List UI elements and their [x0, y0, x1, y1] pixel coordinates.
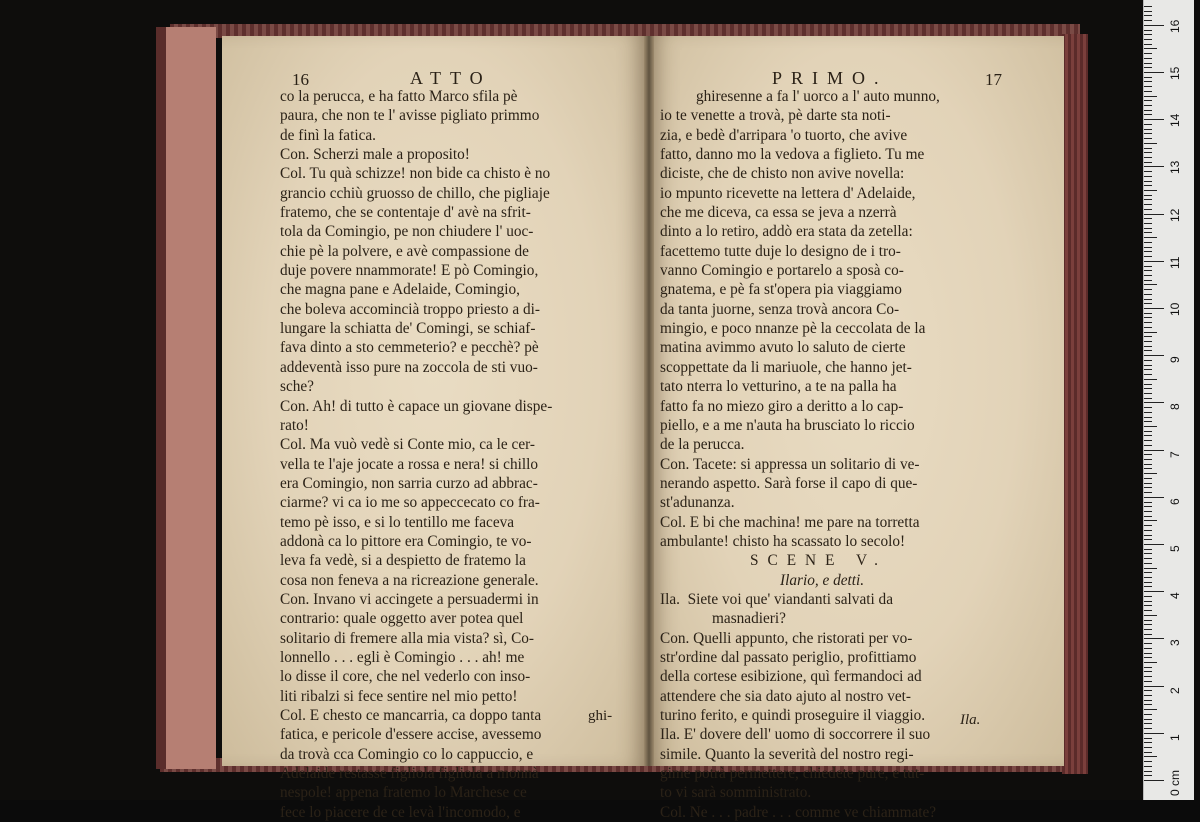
ruler-tick: [1144, 591, 1164, 592]
ruler-cm-label: 2: [1168, 686, 1182, 694]
text-line: vanno Comingio e portarelo a sposà co-: [660, 262, 904, 280]
ruler-cm-label: 13: [1168, 161, 1182, 175]
ruler-tick: [1144, 535, 1152, 536]
ruler-tick: [1144, 247, 1152, 248]
ruler-tick: [1144, 431, 1152, 432]
ruler-tick: [1144, 266, 1152, 267]
ruler-tick: [1144, 124, 1152, 125]
ruler-tick: [1144, 492, 1152, 493]
ruler-tick: [1144, 719, 1152, 720]
ruler-cm-label: 1: [1168, 734, 1182, 741]
ruler-tick: [1144, 11, 1152, 12]
ruler-tick: [1144, 700, 1152, 701]
ruler-cm-label: 5: [1168, 545, 1182, 552]
text-line: sche?: [280, 378, 314, 396]
text-line: era Comingio, non sarria curzo ad abbrac-: [280, 474, 538, 492]
ruler-tick: [1144, 30, 1152, 31]
text-line: attendere che sia dato ajuto al nostro vet-: [660, 687, 912, 705]
text-line: Ilario, e detti.: [780, 571, 865, 589]
right-running-head: PRIMO.: [772, 68, 888, 88]
ruler-tick: [1144, 63, 1152, 64]
ruler-cm-label: 7: [1168, 450, 1182, 458]
ruler-tick: [1144, 20, 1152, 21]
ruler-tick: [1144, 199, 1152, 200]
ruler-tick: [1144, 671, 1152, 672]
ruler-tick: [1144, 766, 1152, 767]
ruler-tick: [1144, 634, 1152, 635]
ruler-tick: [1144, 704, 1152, 705]
ruler-tick: [1144, 568, 1157, 569]
ruler-tick: [1144, 601, 1152, 602]
ruler-tick: [1144, 275, 1152, 276]
ruler-tick: [1144, 105, 1152, 106]
text-line: mingio, e poco nnanze pè la ceccolata de la: [660, 320, 926, 338]
ruler-tick: [1144, 643, 1152, 644]
ruler-tick: [1144, 181, 1152, 182]
ruler-tick: [1144, 511, 1152, 512]
ruler-tick: [1144, 657, 1152, 658]
book-cover-left: [156, 27, 216, 769]
ruler-tick: [1144, 308, 1164, 309]
ruler-tick: [1144, 34, 1152, 35]
ruler-tick: [1144, 733, 1164, 734]
right-catchword: Ila.: [960, 712, 981, 728]
ruler-tick: [1144, 605, 1152, 606]
ruler-tick: [1144, 379, 1157, 380]
ruler-tick: [1144, 317, 1152, 318]
text-line: masnadieri?: [712, 610, 786, 628]
ruler-tick: [1144, 166, 1164, 167]
ruler-tick: [1144, 280, 1152, 281]
ruler-cm-label: 3: [1168, 639, 1182, 647]
ruler-tick: [1144, 15, 1152, 16]
ruler-tick: [1144, 473, 1157, 474]
text-line: cosa non feneva a na ricreazione generale.: [280, 571, 539, 589]
ruler-tick: [1144, 771, 1152, 772]
ruler-tick: [1144, 709, 1157, 710]
text-line: simile. Quanto la severità del nostro regi-: [660, 745, 914, 763]
measurement-ruler: [1143, 0, 1194, 800]
ruler-tick: [1144, 681, 1152, 682]
ruler-tick: [1144, 653, 1152, 654]
ruler-tick: [1144, 251, 1152, 252]
ruler-tick: [1144, 39, 1152, 40]
ruler-tick: [1144, 676, 1152, 677]
ruler-tick: [1144, 426, 1157, 427]
ruler-tick: [1144, 129, 1152, 130]
ruler-tick: [1144, 667, 1152, 668]
ruler-tick: [1144, 586, 1152, 587]
ruler-tick: [1144, 752, 1152, 753]
ruler-cm-label: 9: [1168, 356, 1182, 364]
ruler-tick: [1144, 553, 1152, 554]
ruler-tick: [1144, 662, 1157, 663]
text-line: st'adunanza.: [660, 494, 735, 512]
ruler-tick: [1144, 690, 1152, 691]
ruler-tick: [1144, 6, 1152, 7]
ruler-tick: [1144, 237, 1157, 238]
ruler-tick: [1144, 72, 1164, 73]
text-line: duje povere nnammorate! E pò Comingio,: [280, 262, 539, 280]
text-line: vella te l'aje jocate a rossa e nera! si chillo: [280, 455, 539, 473]
ruler-tick: [1144, 742, 1152, 743]
ruler-tick: [1144, 261, 1164, 262]
ruler-tick: [1144, 445, 1152, 446]
ruler-tick: [1144, 171, 1152, 172]
ruler-tick: [1144, 629, 1152, 630]
text-line: Con. Tacete: si appressa un solitario di ve-: [660, 455, 920, 473]
ruler-tick: [1144, 648, 1152, 649]
ruler-tick: [1144, 114, 1152, 115]
text-line: che boleva accomincià troppo priesto a di-: [280, 300, 540, 318]
ruler-tick: [1144, 761, 1152, 762]
text-line: Con. Scherzi male a proposito!: [280, 146, 470, 164]
text-line: de la perucca.: [660, 436, 745, 454]
ruler-tick: [1144, 77, 1152, 78]
ruler-tick: [1144, 336, 1152, 337]
ruler-tick: [1144, 152, 1152, 153]
ruler-tick: [1144, 360, 1152, 361]
right-page-number: 17: [985, 70, 1002, 89]
ruler-tick: [1144, 624, 1152, 625]
text-line: ambulante! chisto ha scassato lo secolo!: [660, 532, 906, 550]
text-line: della cortese esibizione, quì fermandoci ad: [660, 668, 922, 686]
ruler-tick: [1144, 407, 1152, 408]
ruler-tick: [1144, 747, 1152, 748]
text-line: Con. Invano vi accingete a persuadermi in: [280, 590, 539, 608]
text-line: fatica, e pericole d'essere accise, avessemo: [280, 726, 542, 744]
ruler-tick: [1144, 483, 1152, 484]
ruler-tick: [1144, 223, 1152, 224]
ruler-tick: [1144, 544, 1164, 545]
text-line: da tanta juorne, senza trovà ancora Co-: [660, 300, 900, 318]
ruler-tick: [1144, 775, 1152, 776]
text-line: Col. E chesto ce mancarria, ca doppo tanta: [280, 707, 542, 724]
ruler-tick: [1144, 596, 1152, 597]
ruler-tick: [1144, 572, 1152, 573]
ruler-tick: [1144, 143, 1157, 144]
text-line: liti ribalzi si fece sentire nel mio petto!: [280, 687, 518, 705]
text-line: Col. Tu quà schizze! non bide ca chisto è no: [280, 165, 551, 183]
ruler-cm-label: 11: [1168, 256, 1182, 269]
text-line: Con. Quelli appunto, che ristorati per vo-: [660, 629, 913, 647]
text-line: fatto, danno mo la vedova a figlieto. Tu me: [660, 146, 925, 164]
text-line: io mpunto ricevette na lettera d' Adelaide,: [660, 184, 916, 202]
text-line: Col. Ma vuò vedè si Conte mio, ca le cer-: [280, 436, 535, 454]
text-line: leva fa vedè, si a despietto de fratemo la: [280, 552, 526, 570]
ruler-tick: [1144, 365, 1152, 366]
ruler-tick: [1144, 176, 1152, 177]
ruler-tick: [1144, 58, 1152, 59]
text-line: che me diceva, ca essa se jeva a nzerrà: [660, 204, 897, 222]
ruler-tick: [1144, 468, 1152, 469]
ruler-tick: [1144, 398, 1152, 399]
text-line: io te venette a trovà, pè darte sta noti-: [660, 107, 891, 125]
ruler-tick: [1144, 313, 1152, 314]
ruler-tick: [1144, 686, 1164, 687]
ruler-tick: [1144, 582, 1152, 583]
ruler-tick: [1144, 454, 1152, 455]
ruler-tick: [1144, 341, 1152, 342]
text-line: solitario di fremere alla mia vista? sì, Co-: [280, 629, 535, 647]
text-line: nespole! appena fratemo lo Marchese ce: [280, 784, 527, 802]
ruler-tick: [1144, 530, 1152, 531]
text-line: lo disse il core, che nel vederlo con inso-: [280, 668, 531, 686]
ruler-tick: [1144, 539, 1152, 540]
text-line: fece lo piacere de ce levà l'incomodo, e: [280, 803, 521, 821]
text-line: Adelaide restasse figliola figliola a monnà: [280, 765, 539, 783]
ruler-cm-label: 14: [1168, 113, 1182, 128]
text-line: lonnello . . . egli è Comingio . . . ah! me: [280, 648, 525, 666]
ruler-tick: [1144, 242, 1152, 243]
ruler-tick: [1144, 728, 1152, 729]
ruler-tick: [1144, 487, 1152, 488]
ruler-tick: [1144, 218, 1152, 219]
ruler-tick: [1144, 138, 1152, 139]
ruler-tick: [1144, 388, 1152, 389]
ruler-tick: [1144, 374, 1152, 375]
ruler-tick: [1144, 48, 1157, 49]
ruler-tick: [1144, 638, 1164, 639]
ruler-tick: [1144, 577, 1152, 578]
ruler-tick: [1144, 558, 1152, 559]
ruler-tick: [1144, 67, 1152, 68]
text-line: grancio cchiù gruosso de chillo, che pigliaje: [280, 184, 550, 202]
ruler-tick: [1144, 228, 1152, 229]
ruler-tick: [1144, 620, 1152, 621]
ruler-tick: [1144, 714, 1152, 715]
text-line: diciste, che de chisto non avive novella:: [660, 165, 905, 183]
left-page-number: 16: [292, 70, 309, 89]
ruler-tick: [1144, 384, 1152, 385]
ruler-tick: [1144, 497, 1164, 498]
ruler-tick: [1144, 369, 1152, 370]
ruler-tick: [1144, 563, 1152, 564]
text-line: rato!: [280, 416, 309, 434]
text-line: paura, che non te l' avisse pigliato primmo: [280, 107, 540, 125]
ruler-tick: [1144, 525, 1152, 526]
ruler-tick: [1144, 204, 1152, 205]
text-line: lungare la schiatta de' Comingi, se schiaf-: [280, 320, 536, 338]
text-line: gnatema, e pè fa st'opera pia viaggiamo: [660, 281, 902, 299]
text-line: ghiresenne a fa l' uorco a l' auto munno,: [696, 88, 940, 105]
ruler-cm-label: 15: [1168, 66, 1182, 80]
ruler-tick: [1144, 289, 1152, 290]
ruler-tick: [1144, 610, 1152, 611]
ruler-tick: [1144, 209, 1152, 210]
ruler-tick: [1144, 214, 1164, 215]
ruler-tick: [1144, 190, 1157, 191]
ruler-tick: [1144, 270, 1152, 271]
text-line: SCENE V.: [750, 552, 887, 570]
book-gutter: [644, 36, 654, 766]
ruler-tick: [1144, 119, 1164, 120]
ruler-tick: [1144, 520, 1157, 521]
text-line: str'ordine dal passato periglio, profittiamo: [660, 648, 917, 666]
ruler-tick: [1144, 148, 1152, 149]
ruler-tick: [1144, 435, 1152, 436]
text-line: da trovà cca Comingio co lo cappuccio, e: [280, 745, 534, 763]
ruler-tick: [1144, 185, 1152, 186]
ruler-tick: [1144, 133, 1152, 134]
ruler-tick: [1144, 284, 1157, 285]
text-line: turino ferito, e quindi proseguire il viaggio.: [660, 707, 926, 724]
ruler-tick: [1144, 440, 1152, 441]
ruler-cm-label: 12: [1168, 208, 1182, 222]
ruler-tick: [1144, 355, 1164, 356]
text-line: Ila. E' dovere dell' uomo di soccorrere il suo: [660, 726, 931, 744]
ruler-tick: [1144, 615, 1157, 616]
ruler-tick: [1144, 157, 1152, 158]
ruler-tick: [1144, 256, 1152, 257]
ruler-tick: [1144, 91, 1152, 92]
text-line: gime potrà permettere, chiedete pure, e tut-: [660, 765, 925, 783]
ruler-tick: [1144, 332, 1157, 333]
ruler-cm-label: 10: [1168, 302, 1182, 316]
text-line: Col. Ne . . . padre . . . comme ve chiammate?: [660, 803, 937, 821]
left-page-text: [280, 87, 630, 822]
ruler-tick: [1144, 350, 1152, 351]
ruler-tick: [1144, 232, 1152, 233]
ruler-tick: [1144, 478, 1152, 479]
text-line: Con. Ah! di tutto è capace un giovane dispe-: [280, 397, 553, 415]
ruler-cm-label: 16: [1168, 19, 1182, 33]
ruler-tick: [1144, 738, 1152, 739]
ruler-tick: [1144, 86, 1152, 87]
ruler-tick: [1144, 327, 1152, 328]
text-line: Ila. Siete voi que' viandanti salvati da: [660, 590, 893, 608]
ruler-tick: [1144, 44, 1152, 45]
left-catchword: ghi-: [588, 708, 613, 724]
text-line: co la perucca, e ha fatto Marco sfila pè: [280, 88, 518, 105]
text-line: scoppettate da li mariuole, che hanno jet-: [660, 358, 912, 376]
text-line: che magna pane e Adelaide, Comingio,: [280, 281, 520, 299]
ruler-tick: [1144, 303, 1152, 304]
text-line: ciarme? vi ca io me so appeccecato co fra-: [280, 494, 540, 512]
text-line: addonà ca lo pittore era Comingio, te vo-: [280, 532, 532, 550]
ruler-tick: [1144, 695, 1152, 696]
ruler-cm-label: 4: [1168, 592, 1182, 600]
text-line: piello, e a me n'auta ha brusciato lo riccio: [660, 416, 915, 434]
ruler-cm-label: 8: [1168, 403, 1182, 411]
ruler-tick: [1144, 294, 1152, 295]
ruler-tick: [1144, 502, 1152, 503]
text-line: chie pè la polvere, e avè compassione de: [280, 242, 529, 260]
ruler-tick: [1144, 459, 1152, 460]
ruler-tick: [1144, 549, 1152, 550]
ruler-unit-label: 0 cm: [1168, 769, 1182, 796]
text-line: contrario: quale oggetto aver potea quel: [280, 610, 524, 628]
ruler-tick: [1144, 100, 1152, 101]
ruler-tick: [1144, 421, 1152, 422]
text-line: nerando aspetto. Sarà forse il capo di que-: [660, 474, 918, 492]
ruler-tick: [1144, 322, 1152, 323]
left-running-head: ATTO: [410, 68, 492, 88]
book-cover-right: [1062, 34, 1088, 774]
ruler-tick: [1144, 506, 1152, 507]
text-line: fatto fa no miezo giro a deritto a lo cap-: [660, 397, 904, 415]
text-line: Col. E bi che machina! me pare na torretta: [660, 513, 920, 531]
text-line: addeventà isso pure na zoccola de sti vuo-: [280, 358, 538, 376]
ruler-tick: [1144, 417, 1152, 418]
ruler-tick: [1144, 346, 1152, 347]
text-line: fava dinto a sto cemmeterio? e pecchè? pè: [280, 339, 539, 357]
ruler-tick: [1144, 393, 1152, 394]
ruler-tick: [1144, 162, 1152, 163]
text-line: temo pè isso, e si lo tentillo me faceva: [280, 513, 515, 531]
text-line: fratemo, che se contentaje d' avè na sfrit-: [280, 204, 531, 222]
ruler-tick: [1144, 450, 1164, 451]
text-line: dinto a lo retiro, addò era stata da zetella:: [660, 223, 913, 241]
ruler-tick: [1144, 412, 1152, 413]
ruler-tick: [1144, 723, 1152, 724]
ruler-tick: [1144, 780, 1164, 781]
text-line: de finì la fatica.: [280, 126, 376, 144]
ruler-tick: [1144, 402, 1164, 403]
ruler-cm-label: 6: [1168, 498, 1182, 505]
ruler-tick: [1144, 516, 1152, 517]
text-line: facettemo tutte duje lo designo de i tro-: [660, 242, 901, 260]
text-line: zia, e bedè d'arripara 'o tuorto, che avive: [660, 126, 908, 144]
text-line: tola da Comingio, pe non chiudere l' uoc-: [280, 223, 534, 241]
ruler-tick: [1144, 756, 1157, 757]
ruler-tick: [1144, 53, 1152, 54]
ruler-tick: [1144, 96, 1157, 97]
text-line: to vi sarà somministrato.: [660, 784, 812, 802]
ruler-tick: [1144, 299, 1152, 300]
text-line: tato nterra lo vetturino, a te na palla ha: [660, 378, 897, 396]
text-line: matina avimmo avuto lo saluto de cierte: [660, 339, 906, 357]
ruler-tick: [1144, 110, 1152, 111]
ruler-tick: [1144, 25, 1164, 26]
ruler-tick: [1144, 464, 1152, 465]
ruler-tick: [1144, 81, 1152, 82]
ruler-tick: [1144, 195, 1152, 196]
